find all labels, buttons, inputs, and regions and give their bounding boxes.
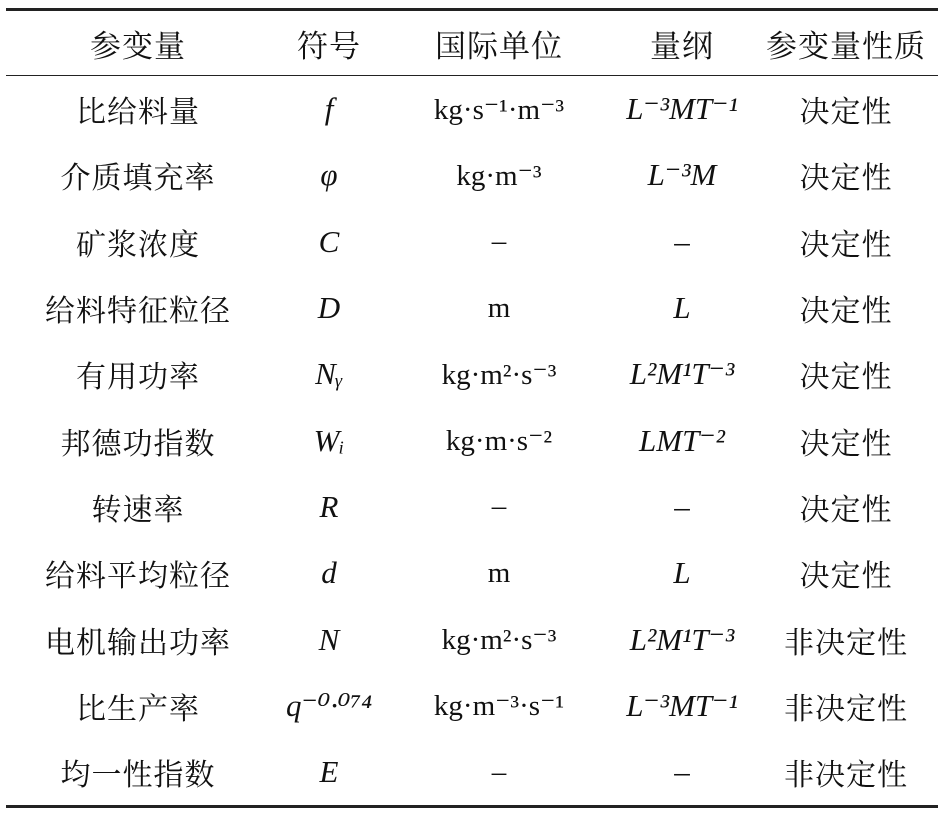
cell-symbol: E [319,754,339,790]
cell-symbol: Nᵧ [315,356,343,392]
cell-unit: m [487,556,511,589]
cell-unit: kg·m²·s⁻³ [441,624,557,657]
cell-name: 转速率 [91,492,185,528]
cell-name: 给料特征粒径 [45,294,231,330]
cell-dimension: – [674,223,690,259]
cell-symbol: C [318,223,340,259]
table-row [6,275,938,341]
table-row [6,606,938,672]
header-si-unit: 国际单位 [435,28,563,65]
cell-nature: 决定性 [799,294,893,330]
cell-symbol: N [318,621,340,657]
cell-dimension: L⁻³MT⁻¹ [626,91,738,127]
table-row [6,540,938,606]
cell-unit: – [491,490,507,523]
cell-symbol: Wᵢ [313,422,345,458]
header-parameter: 参变量 [90,28,186,65]
cell-name: 比给料量 [76,95,200,131]
header-dimension: 量纲 [650,28,714,65]
cell-name: 比生产率 [76,691,200,727]
cell-dimension: LMT⁻² [639,422,725,458]
cell-name: 电机输出功率 [45,625,231,661]
cell-dimension: L⁻³M [647,157,717,193]
cell-name: 给料平均粒径 [45,559,231,595]
table-row [6,209,938,275]
cell-symbol: q⁻⁰·⁰⁷⁴ [285,687,373,723]
table-row [6,142,938,208]
table-row [6,341,938,407]
parameter-table [6,8,938,808]
cell-symbol: φ [320,157,338,193]
table-body [6,76,938,807]
cell-unit: kg·s⁻¹·m⁻³ [433,93,565,126]
header-symbol: 符号 [297,28,361,65]
cell-unit: kg·m⁻³·s⁻¹ [433,690,565,723]
cell-unit: – [491,755,507,788]
cell-nature: 决定性 [799,227,893,263]
table-row [6,474,938,540]
header-nature: 参变量性质 [766,28,926,65]
cell-name: 矿浆浓度 [76,227,200,263]
cell-nature: 决定性 [799,492,893,528]
cell-nature: 决定性 [799,559,893,595]
cell-name: 介质填充率 [60,161,216,197]
cell-dimension: – [674,754,690,790]
cell-symbol: f [324,91,334,127]
parameter-table-container [6,8,938,808]
cell-dimension: L⁻³MT⁻¹ [626,687,738,723]
cell-nature: 决定性 [799,360,893,396]
cell-dimension: L²M¹T⁻³ [629,621,735,657]
cell-dimension: L [673,290,691,326]
table-row [6,76,938,143]
cell-nature: 非决定性 [784,758,908,794]
cell-dimension: – [674,488,690,524]
cell-unit: kg·m⁻³ [456,159,542,192]
cell-unit: – [491,225,507,258]
cell-nature: 非决定性 [784,625,908,661]
cell-nature: 决定性 [799,95,893,131]
cell-nature: 决定性 [799,161,893,197]
cell-name: 有用功率 [76,360,200,396]
table-row [6,739,938,807]
table-row [6,673,938,739]
cell-name: 邦德功指数 [60,426,216,462]
cell-symbol: d [321,555,337,591]
cell-dimension: L²M¹T⁻³ [629,356,735,392]
cell-unit: m [487,291,511,324]
cell-name: 均一性指数 [60,758,216,794]
header-row [6,10,938,76]
table-header [6,10,938,76]
cell-nature: 非决定性 [784,691,908,727]
cell-symbol: D [317,290,341,326]
cell-unit: kg·m²·s⁻³ [441,358,557,391]
cell-nature: 决定性 [799,426,893,462]
table-row [6,407,938,473]
cell-symbol: R [319,488,339,524]
cell-dimension: L [673,555,691,591]
cell-unit: kg·m·s⁻² [445,425,553,458]
